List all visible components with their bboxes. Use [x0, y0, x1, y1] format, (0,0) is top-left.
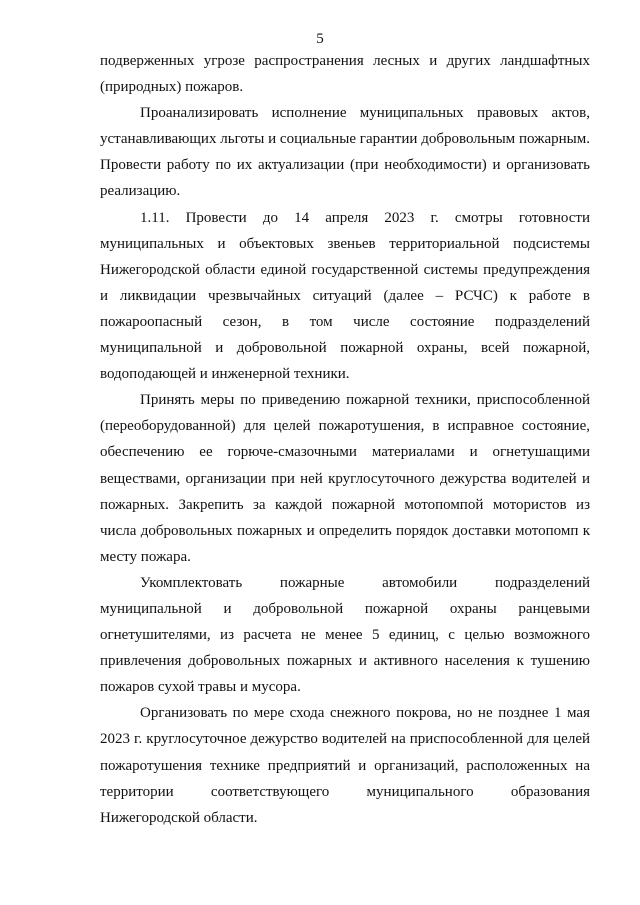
- paragraph-fire-equipment: Принять меры по приведению пожарной техники, приспособленной (переоборудованной) для целей пожаротушения, в исправное состояние, обеспечению ее горюче-смазочными материалами и огнетушащими веществами, организации при ней круглосуточного дежурства водителей и пожарных. Закрепить за каждой пожарной мотопомпой мотористов из числа добровольных пожарных и определить порядок доставки мотопомп к месту пожара.: [100, 392, 590, 565]
- paragraph-readiness-review: 1.11. Провести до 14 апреля 2023 г. смотры готовности муниципальных и объектовых звеньев территориальной подсистемы Нижегородской области единой государственной системы предупреждения и ликвидации чрезвычайных ситуаций (далее – РСЧС) к работе в пожароопасный сезон, в том числе состояние подразделений муниципальной и добровольной пожарной охраны, всей пожарной, водоподающей и инженерной техники.: [100, 209, 590, 383]
- paragraph-duty-organization: Организовать по мере схода снежного покрова, но не позднее 1 мая 2023 г. круглосуточное дежурство водителей на приспособленной для целей пожаротушения технике предприятий и организаций, расположенных на территории соответствующего муниципального образования Нижегородской области.: [100, 705, 590, 826]
- paragraph-benefits-analysis: Проанализировать исполнение муниципальных правовых актов, устанавливающих льготы и социальные гарантии добровольным пожарным. Провести работу по их актуализации (при необходимости) и организовать реализацию.: [100, 105, 590, 200]
- page-number: 5: [316, 31, 324, 47]
- paragraph-extinguishers: Укомплектовать пожарные автомобили подразделений муниципальной и добровольной пожарной охраны ранцевыми огнетушителями, из расчета не менее 5 единиц, с целью возможного привлечения добровольных пожарных и активного населения к тушению пожаров сухой травы и мусора.: [100, 574, 590, 696]
- document-body: [100, 48, 590, 831]
- paragraph-continuation: подверженных угрозе распространения лесных и других ландшафтных (природных) пожаров.: [100, 53, 590, 96]
